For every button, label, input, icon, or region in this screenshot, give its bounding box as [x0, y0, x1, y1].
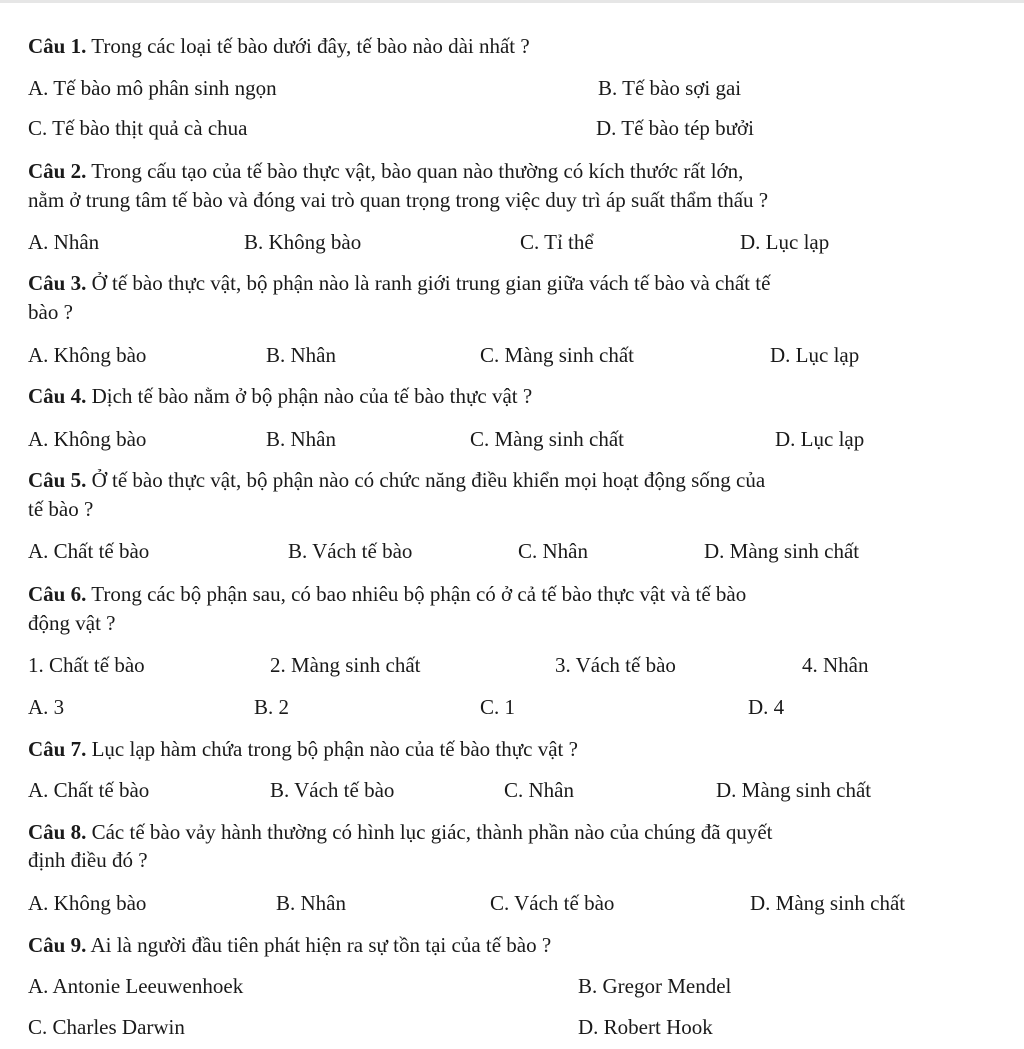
question-number: Câu 7. [28, 737, 87, 761]
option-b: B. 2 [254, 695, 290, 719]
question-text: Ở tế bào thực vật, bộ phận nào là ranh giới trung gian giữa vách tế bào và chất tế [91, 271, 771, 295]
question-text-line-2: động vật ? [28, 611, 116, 635]
question-text: Trong các loại tế bào dưới đây, tế bào nào dài nhất ? [91, 34, 530, 58]
option-a: A. Antonie Leeuwenhoek [28, 974, 244, 998]
option-c: C. Charles Darwin [28, 1015, 185, 1039]
option-c: C. Tỉ thể [520, 230, 594, 254]
option-c: C. 1 [480, 695, 516, 719]
question-text: Lục lạp hàm chứa trong bộ phận nào của tế bào thực vật ? [91, 737, 578, 761]
question-text: Ở tế bào thực vật, bộ phận nào có chức năng điều khiển mọi hoạt động sống của [91, 468, 766, 492]
option-d: D. Lục lạp [740, 230, 830, 254]
question-5 [28, 467, 765, 493]
question-number: Câu 3. [28, 271, 87, 295]
option-a: A. Không bào [28, 891, 147, 915]
option-d: D. Màng sinh chất [704, 539, 860, 563]
option-d: D. Tế bào tép bưởi [596, 116, 754, 140]
option-c: C. Tế bào thịt quả cà chua [28, 116, 248, 140]
option-d: D. Màng sinh chất [716, 778, 872, 802]
option-c: C. Nhân [504, 778, 574, 802]
option-b: B. Nhân [276, 891, 346, 915]
question-text: Dịch tế bào nằm ở bộ phận nào của tế bào thực vật ? [91, 384, 533, 408]
question-number: Câu 1. [28, 34, 87, 58]
option-a: A. Tế bào mô phân sinh ngọn [28, 76, 277, 100]
question-text-line-2: định điều đó ? [28, 848, 148, 872]
option-c: C. Màng sinh chất [480, 343, 634, 367]
question-text: Trong các bộ phận sau, có bao nhiêu bộ phận có ở cả tế bào thực vật và tế bào [91, 582, 747, 606]
option-c: C. Vách tế bào [490, 891, 615, 915]
option-b: B. Không bào [244, 230, 362, 254]
question-number: Câu 4. [28, 384, 87, 408]
question-text-line-2: nằm ở trung tâm tế bào và đóng vai trò quan trọng trong việc duy trì áp suất thẩm thấu ? [28, 188, 769, 212]
question-text-line-2: bào ? [28, 300, 73, 324]
option-a: A. Nhân [28, 230, 100, 254]
option-b: B. Tế bào sợi gai [598, 76, 742, 100]
question-text: Ai là người đầu tiên phát hiện ra sự tồn tại của tế bào ? [90, 933, 552, 957]
question-number: Câu 8. [28, 820, 87, 844]
top-divider [0, 0, 1024, 3]
question-3 [28, 270, 770, 296]
question-text-line-2: tế bào ? [28, 497, 94, 521]
option-d: D. Màng sinh chất [750, 891, 906, 915]
question-1 [28, 33, 530, 59]
option-b: B. Nhân [266, 427, 336, 451]
option-b: B. Vách tế bào [270, 778, 395, 802]
statement-3: 3. Vách tế bào [555, 653, 676, 677]
option-b: B. Nhân [266, 343, 336, 367]
option-d: D. Lục lạp [770, 343, 860, 367]
question-9 [28, 932, 551, 958]
option-d: D. 4 [748, 695, 785, 719]
option-c: C. Màng sinh chất [470, 427, 624, 451]
option-a: A. Không bào [28, 343, 147, 367]
question-8 [28, 819, 772, 845]
question-text: Các tế bào vảy hành thường có hình lục giác, thành phần nào của chúng đã quyết [91, 820, 773, 844]
question-2 [28, 158, 743, 184]
question-number: Câu 2. [28, 159, 87, 183]
statement-1: 1. Chất tế bào [28, 653, 145, 677]
question-number: Câu 6. [28, 582, 87, 606]
option-c: C. Nhân [518, 539, 588, 563]
option-a: A. 3 [28, 695, 65, 719]
option-d: D. Lục lạp [775, 427, 865, 451]
option-a: A. Chất tế bào [28, 539, 150, 563]
option-b: B. Vách tế bào [288, 539, 413, 563]
option-a: A. Chất tế bào [28, 778, 150, 802]
option-b: B. Gregor Mendel [578, 974, 732, 998]
statement-2: 2. Màng sinh chất [270, 653, 421, 677]
question-number: Câu 9. [28, 933, 87, 957]
statement-4: 4. Nhân [802, 653, 869, 677]
question-text: Trong cấu tạo của tế bào thực vật, bào quan nào thường có kích thước rất lớn, [91, 159, 744, 183]
option-d: D. Robert Hook [578, 1015, 713, 1039]
question-6 [28, 581, 746, 607]
question-7 [28, 736, 578, 762]
question-number: Câu 5. [28, 468, 87, 492]
question-4 [28, 383, 532, 409]
option-a: A. Không bào [28, 427, 147, 451]
